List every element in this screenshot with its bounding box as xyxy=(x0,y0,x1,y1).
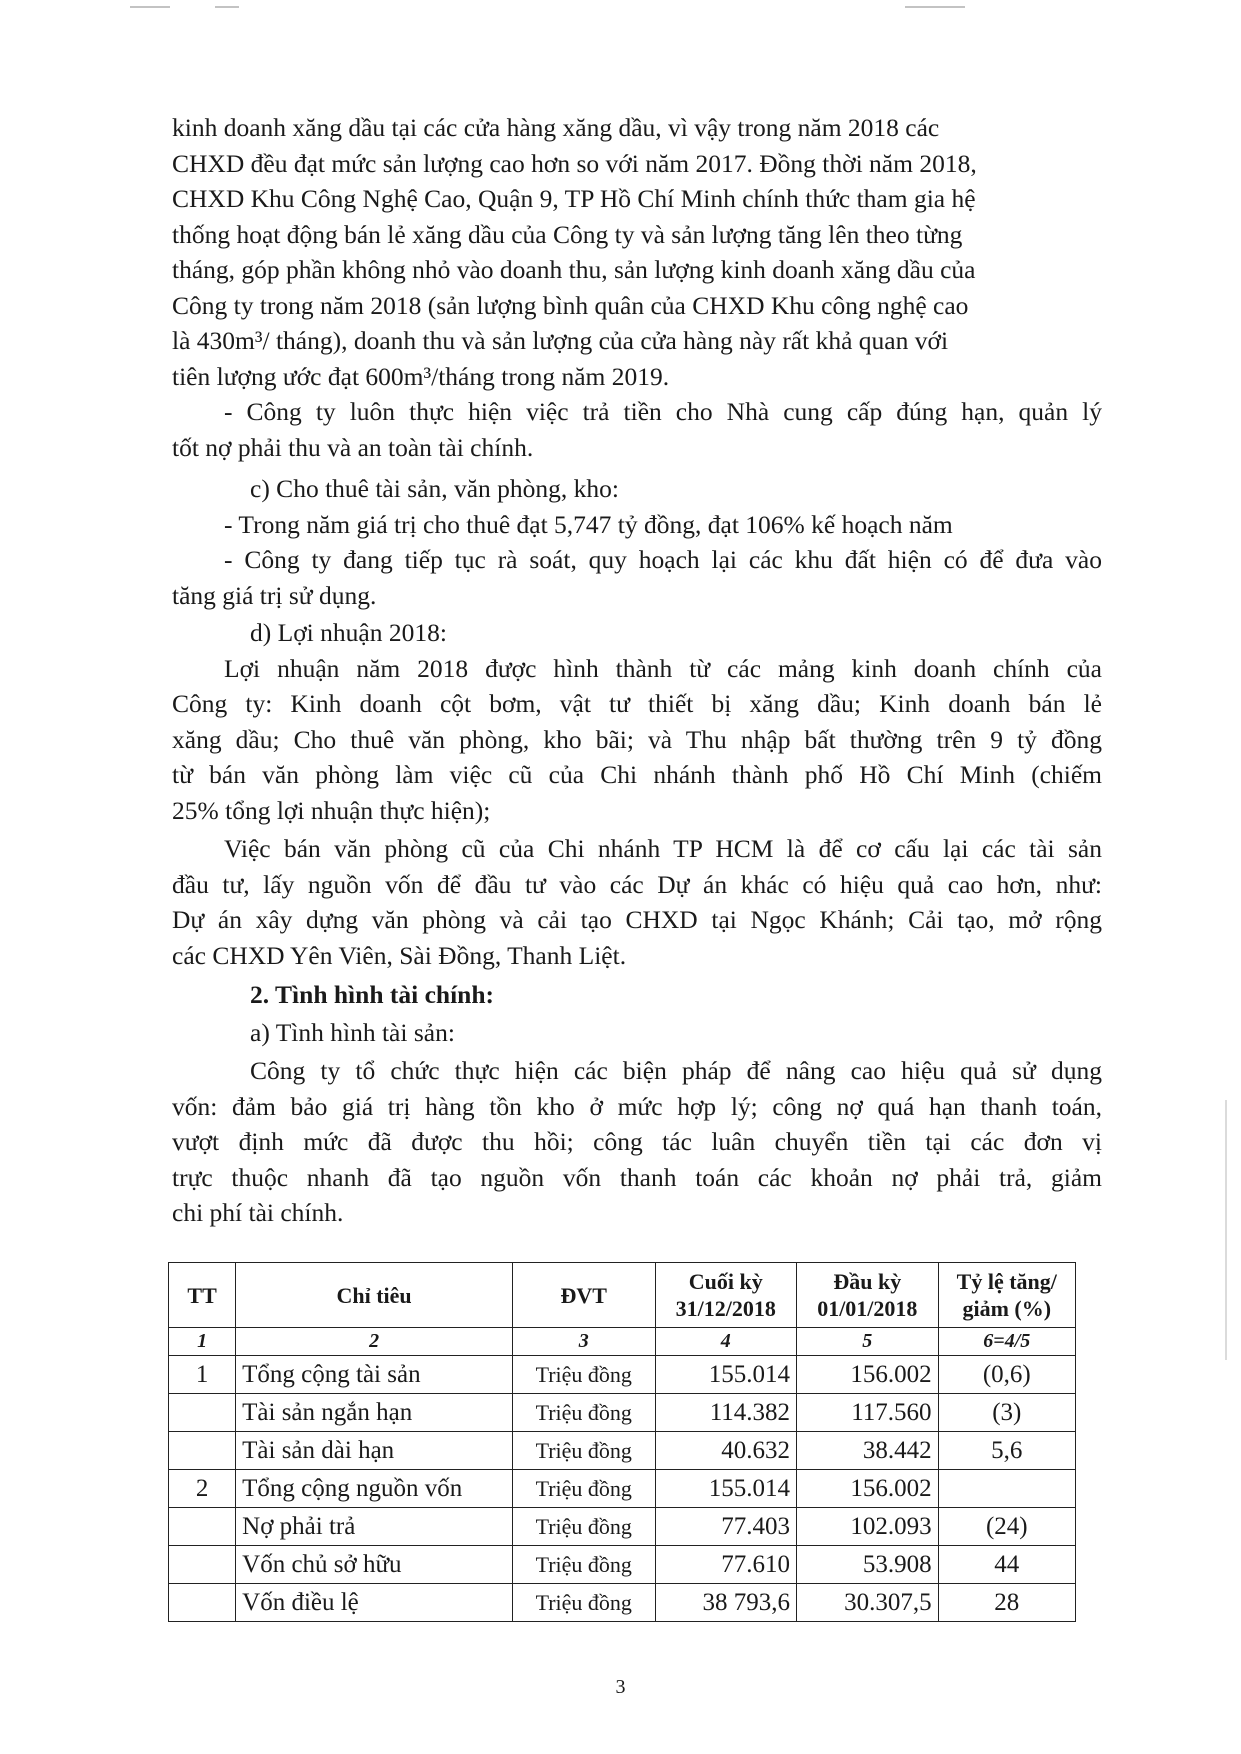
cell-change-pct: 44 xyxy=(938,1546,1075,1584)
text-line: các CHXD Yên Viên, Sài Đồng, Thanh Liệt. xyxy=(172,940,627,970)
header-ty-le-unit: giảm (%) xyxy=(962,1296,1052,1321)
cell-name: Tổng cộng nguồn vốn xyxy=(236,1470,513,1508)
cell-start-value: 102.093 xyxy=(797,1508,939,1546)
cell-tt: 2 xyxy=(169,1470,236,1508)
paragraph-assets xyxy=(172,1053,1102,1231)
text-line: CHXD đều đạt mức sản lượng cao hơn so với năm 2017. Đồng thời năm 2018, xyxy=(172,148,977,178)
heading-asset-situation: a) Tình hình tài sản: xyxy=(250,1017,455,1047)
text-line: Lợi nhuận năm 2018 được hình thành từ các mảng kinh doanh chính của xyxy=(224,653,1102,683)
cell-tt xyxy=(169,1546,236,1584)
index-cell: 5 xyxy=(797,1328,939,1356)
text-line: tháng, góp phần không nhỏ vào doanh thu, sản lượng kinh doanh xăng dầu của xyxy=(172,255,976,284)
index-cell: 2 xyxy=(236,1328,513,1356)
cell-change-pct xyxy=(938,1470,1075,1508)
paragraph-payment xyxy=(172,394,1102,465)
cell-name: Nợ phải trả xyxy=(236,1508,513,1546)
cell-name: Vốn điều lệ xyxy=(236,1584,513,1622)
cell-change-pct: (24) xyxy=(938,1508,1075,1546)
text-line: vượt định mức đã được thu hồi; công tác luân chuyển tiền tại các đơn vị xyxy=(172,1127,1102,1156)
cell-unit: Triệu đồng xyxy=(512,1546,655,1584)
paragraph-retail-continuation xyxy=(172,110,1102,394)
text-line: vốn: đảm bảo giá trị hàng tồn kho ở mức hợp lý; công nợ quá hạn thanh toán, xyxy=(172,1091,1102,1121)
cell-start-value: 38.442 xyxy=(797,1432,939,1470)
scan-mark xyxy=(905,6,965,8)
page-number: 3 xyxy=(615,1676,626,1698)
text-line: kinh doanh xăng dầu tại các cửa hàng xăng dầu, vì vậy trong năm 2018 các xyxy=(172,113,940,142)
table-row xyxy=(169,1432,1076,1470)
cell-unit: Triệu đồng xyxy=(512,1432,655,1470)
cell-end-value: 77.403 xyxy=(655,1508,797,1546)
cell-end-value: 155.014 xyxy=(655,1356,797,1394)
text-line: là 430m³/ tháng), doanh thu và sản lượng của cửa hàng này rất khả quan với xyxy=(172,326,949,355)
scan-mark xyxy=(130,6,170,8)
text-line: 25% tổng lợi nhuận thực hiện); xyxy=(172,795,491,825)
table-row xyxy=(169,1394,1076,1432)
cell-start-value: 53.908 xyxy=(797,1546,939,1584)
cell-name: Tài sản dài hạn xyxy=(236,1432,513,1470)
cell-start-value: 156.002 xyxy=(797,1356,939,1394)
cell-tt xyxy=(169,1584,236,1622)
paragraph-office-sale xyxy=(172,831,1102,973)
cell-name: Tổng cộng tài sản xyxy=(236,1356,513,1394)
cell-unit: Triệu đồng xyxy=(512,1508,655,1546)
scan-mark xyxy=(215,6,239,8)
cell-unit: Triệu đồng xyxy=(512,1356,655,1394)
cell-unit: Triệu đồng xyxy=(512,1470,655,1508)
text-line: tốt nợ phải thu và an toàn tài chính. xyxy=(172,432,534,462)
heading-d-profit: d) Lợi nhuận 2018: xyxy=(250,618,447,647)
cell-tt xyxy=(169,1432,236,1470)
cell-change-pct: 5,6 xyxy=(938,1432,1075,1470)
cell-end-value: 77.610 xyxy=(655,1546,797,1584)
header-dvt: ĐVT xyxy=(512,1263,655,1328)
table-row xyxy=(169,1470,1076,1508)
text-line: đầu tư, lấy nguồn vốn để đầu tư vào các Dự án khác có hiệu quả cao hơn, như: xyxy=(172,869,1102,899)
paragraph-rent-value: - Trong năm giá trị cho thuê đạt 5,747 tỷ đồng, đạt 106% kế hoạch năm xyxy=(224,509,953,539)
header-cuoi-ky-date: 31/12/2018 xyxy=(675,1296,776,1321)
paragraph-land-review xyxy=(172,542,1102,613)
table-row xyxy=(169,1356,1076,1394)
header-dau-ky-label: Đầu kỳ xyxy=(833,1269,902,1294)
index-cell: 3 xyxy=(512,1328,655,1356)
table-index-row xyxy=(169,1328,1076,1356)
scan-edge xyxy=(1225,1100,1227,1360)
cell-end-value: 114.382 xyxy=(655,1394,797,1432)
header-ty-le xyxy=(938,1263,1075,1328)
cell-start-value: 30.307,5 xyxy=(797,1584,939,1622)
text-line: trực thuộc nhanh đã tạo nguồn vốn thanh toán các khoản nợ phải trả, giảm xyxy=(172,1162,1102,1192)
cell-change-pct: (3) xyxy=(938,1394,1075,1432)
cell-unit: Triệu đồng xyxy=(512,1584,655,1622)
text-line: Công ty tổ chức thực hiện các biện pháp để nâng cao hiệu quả sử dụng xyxy=(250,1056,1102,1085)
cell-end-value: 38 793,6 xyxy=(655,1584,797,1622)
cell-unit: Triệu đồng xyxy=(512,1394,655,1432)
cell-name: Tài sản ngắn hạn xyxy=(236,1394,513,1432)
heading-c-rent: c) Cho thuê tài sản, văn phòng, kho: xyxy=(250,474,619,503)
header-cuoi-ky-label: Cuối kỳ xyxy=(688,1269,763,1294)
header-dau-ky-date: 01/01/2018 xyxy=(817,1296,918,1321)
document-body xyxy=(172,110,1102,1231)
text-line: Công ty: Kinh doanh cột bơm, vật tư thiết bị xăng dầu; Kinh doanh bán lẻ xyxy=(172,689,1102,718)
index-cell: 6=4/5 xyxy=(938,1328,1075,1356)
table-row xyxy=(169,1508,1076,1546)
header-ty-le-label: Tỷ lệ tăng/ xyxy=(956,1269,1057,1294)
text-line: từ bán văn phòng làm việc cũ của Chi nhánh thành phố Hồ Chí Minh (chiếm xyxy=(172,760,1102,789)
cell-name: Vốn chủ sở hữu xyxy=(236,1546,513,1584)
header-tt: TT xyxy=(169,1263,236,1328)
cell-tt: 1 xyxy=(169,1356,236,1394)
text-line: - Công ty đang tiếp tục rà soát, quy hoạch lại các khu đất hiện có để đưa vào xyxy=(224,545,1102,574)
heading-financial-situation: 2. Tình hình tài chính: xyxy=(250,980,495,1009)
cell-start-value: 156.002 xyxy=(797,1470,939,1508)
cell-start-value: 117.560 xyxy=(797,1394,939,1432)
cell-tt xyxy=(169,1508,236,1546)
cell-tt xyxy=(169,1394,236,1432)
table-header-row xyxy=(169,1263,1076,1328)
table-row xyxy=(169,1546,1076,1584)
text-line: - Công ty luôn thực hiện việc trả tiền cho Nhà cung cấp đúng hạn, quản lý xyxy=(224,397,1102,426)
header-cuoi-ky xyxy=(655,1263,797,1328)
header-chi-tieu: Chỉ tiêu xyxy=(236,1263,513,1328)
financial-table xyxy=(168,1262,1076,1622)
paragraph-profit xyxy=(172,651,1102,829)
text-line: Dự án xây dựng văn phòng và cải tạo CHXD tại Ngọc Khánh; Cải tạo, mở rộng xyxy=(172,905,1102,934)
text-line: Việc bán văn phòng cũ của Chi nhánh TP HCM là để cơ cấu lại các tài sản xyxy=(224,834,1102,863)
text-line: tăng giá trị sử dụng. xyxy=(172,580,377,610)
text-line: thống hoạt động bán lẻ xăng dầu của Công ty và sản lượng tăng lên theo từng xyxy=(172,219,963,249)
text-line: CHXD Khu Công Nghệ Cao, Quận 9, TP Hồ Chí Minh chính thức tham gia hệ xyxy=(172,184,976,213)
header-dau-ky xyxy=(797,1263,939,1328)
index-cell: 4 xyxy=(655,1328,797,1356)
cell-change-pct: (0,6) xyxy=(938,1356,1075,1394)
cell-change-pct: 28 xyxy=(938,1584,1075,1622)
cell-end-value: 155.014 xyxy=(655,1470,797,1508)
cell-end-value: 40.632 xyxy=(655,1432,797,1470)
text-line: Công ty trong năm 2018 (sản lượng bình quân của CHXD Khu công nghệ cao xyxy=(172,290,969,320)
text-line: chi phí tài chính. xyxy=(172,1198,344,1227)
text-line: xăng dầu; Cho thuê văn phòng, kho bãi; và Thu nhập bất thường trên 9 tỷ đồng xyxy=(172,724,1102,754)
index-cell: 1 xyxy=(169,1328,236,1356)
table-row xyxy=(169,1584,1076,1622)
text-line: tiên lượng ước đạt 600m³/tháng trong năm 2019. xyxy=(172,361,670,391)
